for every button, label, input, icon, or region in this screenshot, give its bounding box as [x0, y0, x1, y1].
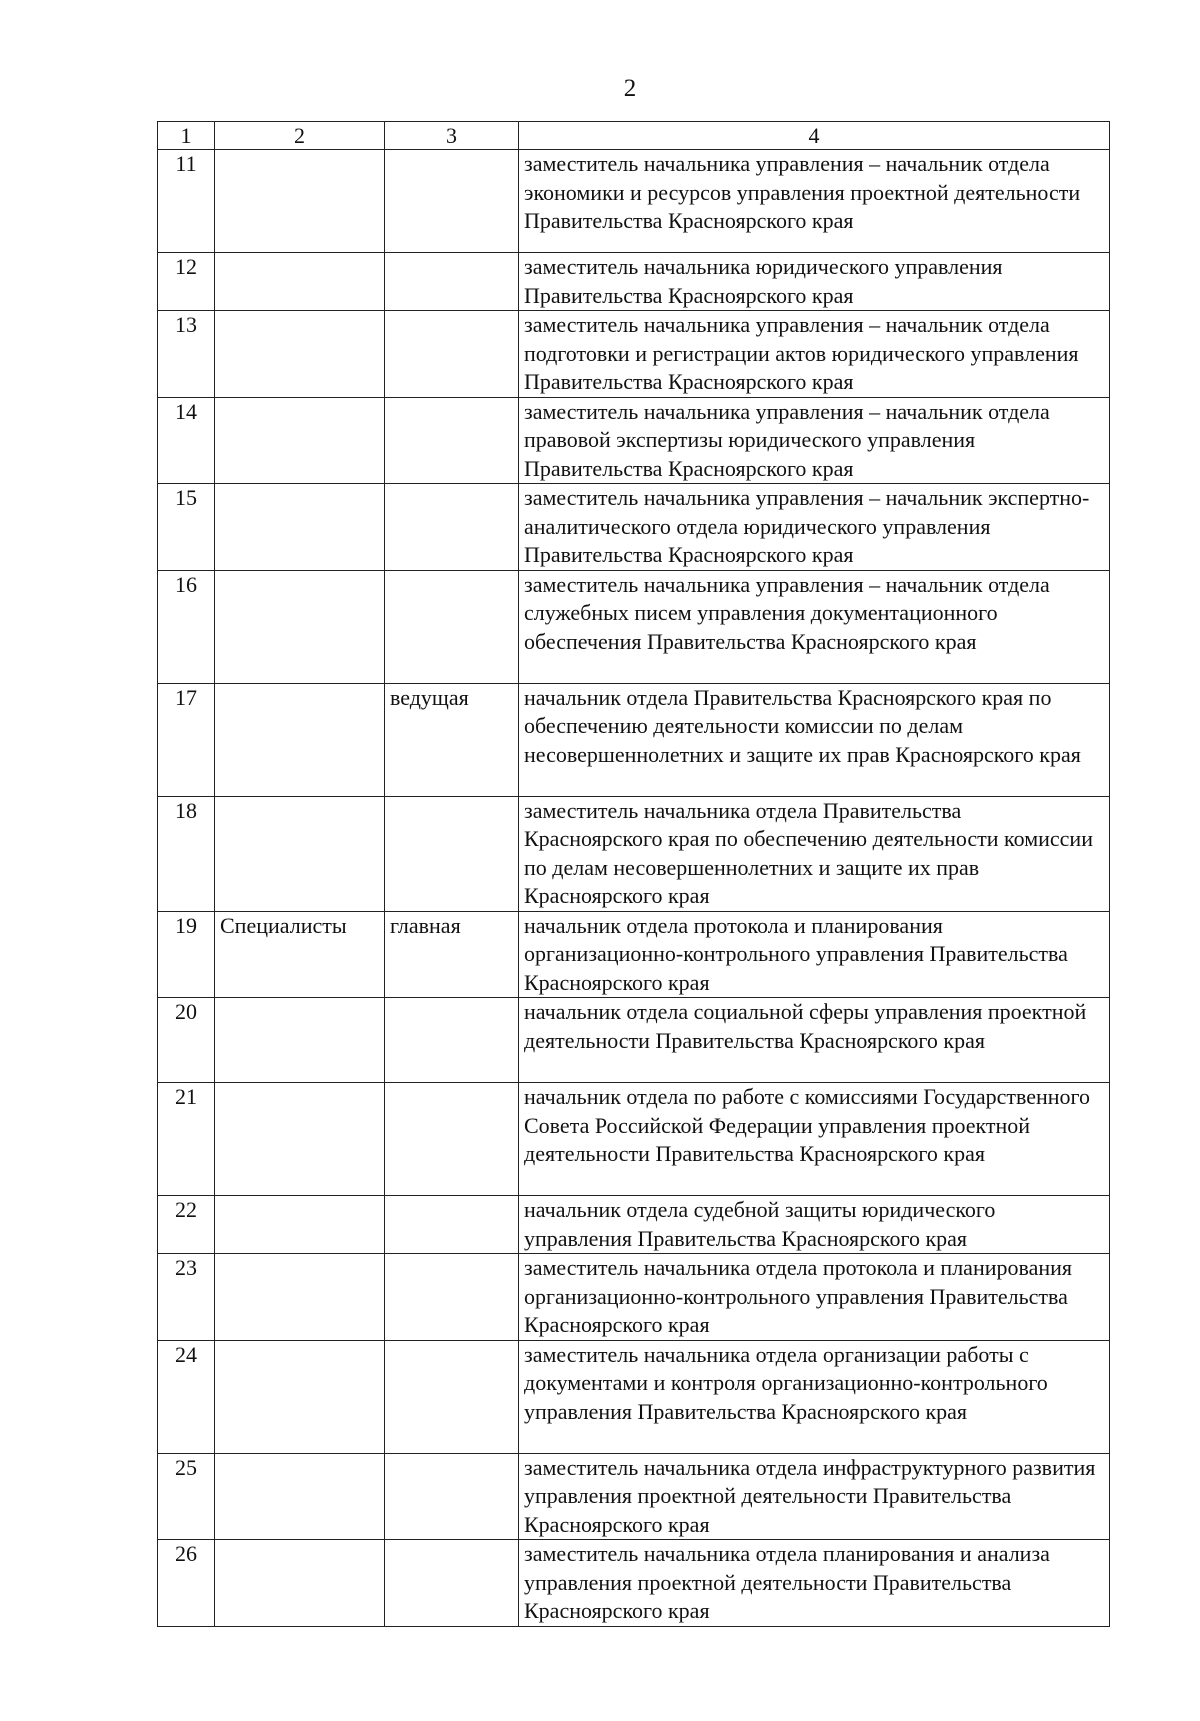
category-cell — [215, 1083, 385, 1196]
column-header: 4 — [519, 122, 1110, 150]
group-cell — [385, 570, 519, 683]
row-number: 22 — [158, 1196, 215, 1254]
group-cell — [385, 796, 519, 911]
table-row — [158, 150, 1110, 253]
row-number: 16 — [158, 570, 215, 683]
row-number: 20 — [158, 998, 215, 1083]
category-cell — [215, 311, 385, 398]
table-row — [158, 1540, 1110, 1627]
category-cell — [215, 683, 385, 796]
position-cell: заместитель начальника отдела протокола и планирования организационно-контрольного управления Правительства Красноярского края — [519, 1254, 1110, 1341]
category-cell — [215, 253, 385, 311]
table-row — [158, 911, 1110, 998]
position-cell: начальник отдела социальной сферы управления проектной деятельности Правительства Красноярского края — [519, 998, 1110, 1083]
table-row — [158, 311, 1110, 398]
column-header: 2 — [215, 122, 385, 150]
category-cell — [215, 1453, 385, 1540]
row-number: 13 — [158, 311, 215, 398]
table-row — [158, 1340, 1110, 1453]
table-row — [158, 484, 1110, 571]
category-cell — [215, 484, 385, 571]
group-cell: ведущая — [385, 683, 519, 796]
position-cell: начальник отдела протокола и планирования организационно-контрольного управления Правительства Красноярского края — [519, 911, 1110, 998]
table-row — [158, 998, 1110, 1083]
position-cell: начальник отдела по работе с комиссиями Государственного Совета Российской Федерации управления проектной деятельности Правительства Красноярского края — [519, 1083, 1110, 1196]
position-cell: заместитель начальника управления – начальник отдела служебных писем управления документационного обеспечения Правительства Красноярского края — [519, 570, 1110, 683]
row-number: 25 — [158, 1453, 215, 1540]
category-cell — [215, 1254, 385, 1341]
position-cell: начальник отдела Правительства Красноярского края по обеспечению деятельности комиссии по делам несовершеннолетних и защите их прав Красноярского края — [519, 683, 1110, 796]
group-cell — [385, 1340, 519, 1453]
position-cell: заместитель начальника управления – начальник отдела экономики и ресурсов управления проектной деятельности Правительства Красноярского края — [519, 150, 1110, 253]
group-cell — [385, 1540, 519, 1627]
row-number: 23 — [158, 1254, 215, 1341]
group-cell — [385, 998, 519, 1083]
group-cell — [385, 1254, 519, 1341]
group-cell — [385, 484, 519, 571]
position-cell: заместитель начальника отдела инфраструктурного развития управления проектной деятельности Правительства Красноярского края — [519, 1453, 1110, 1540]
position-cell: начальник отдела судебной защиты юридического управления Правительства Красноярского края — [519, 1196, 1110, 1254]
group-cell — [385, 1453, 519, 1540]
category-cell — [215, 1340, 385, 1453]
group-cell — [385, 150, 519, 253]
position-cell: заместитель начальника управления – начальник отдела правовой экспертизы юридического управления Правительства Красноярского края — [519, 397, 1110, 484]
column-header: 1 — [158, 122, 215, 150]
table-header-row — [158, 122, 1110, 150]
row-number: 24 — [158, 1340, 215, 1453]
position-cell: заместитель начальника управления – начальник отдела подготовки и регистрации актов юридического управления Правительства Красноярского края — [519, 311, 1110, 398]
group-cell — [385, 397, 519, 484]
category-cell — [215, 150, 385, 253]
row-number: 14 — [158, 397, 215, 484]
group-cell — [385, 1083, 519, 1196]
table-row — [158, 397, 1110, 484]
row-number: 17 — [158, 683, 215, 796]
category-cell — [215, 998, 385, 1083]
row-number: 18 — [158, 796, 215, 911]
category-cell — [215, 570, 385, 683]
category-cell — [215, 1540, 385, 1627]
page-number: 2 — [623, 75, 637, 102]
category-cell — [215, 1196, 385, 1254]
column-header: 3 — [385, 122, 519, 150]
row-number: 19 — [158, 911, 215, 998]
positions-table — [157, 121, 1110, 1627]
row-number: 11 — [158, 150, 215, 253]
position-cell: заместитель начальника управления – начальник экспертно-аналитического отдела юридического управления Правительства Красноярского края — [519, 484, 1110, 571]
group-cell: главная — [385, 911, 519, 998]
row-number: 21 — [158, 1083, 215, 1196]
table-row — [158, 796, 1110, 911]
category-cell: Специалисты — [215, 911, 385, 998]
table-row — [158, 1453, 1110, 1540]
table-row — [158, 683, 1110, 796]
table-row — [158, 253, 1110, 311]
group-cell — [385, 1196, 519, 1254]
row-number: 12 — [158, 253, 215, 311]
table-row — [158, 1196, 1110, 1254]
group-cell — [385, 253, 519, 311]
position-cell: заместитель начальника отдела планирования и анализа управления проектной деятельности Правительства Красноярского края — [519, 1540, 1110, 1627]
table-row — [158, 1083, 1110, 1196]
row-number: 15 — [158, 484, 215, 571]
position-cell: заместитель начальника отдела организации работы с документами и контроля организационно-контрольного управления Правительства Красноярского края — [519, 1340, 1110, 1453]
category-cell — [215, 397, 385, 484]
row-number: 26 — [158, 1540, 215, 1627]
category-cell — [215, 796, 385, 911]
position-cell: заместитель начальника отдела Правительства Красноярского края по обеспечению деятельности комиссии по делам несовершеннолетних и защите их прав Красноярского края — [519, 796, 1110, 911]
table-row — [158, 1254, 1110, 1341]
position-cell: заместитель начальника юридического управления Правительства Красноярского края — [519, 253, 1110, 311]
table-row — [158, 570, 1110, 683]
group-cell — [385, 311, 519, 398]
